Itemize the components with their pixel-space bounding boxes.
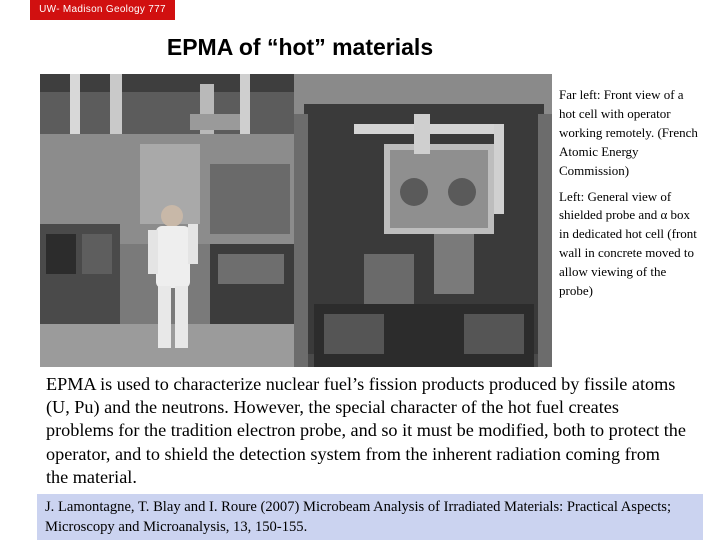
shielded-probe-image <box>294 74 552 367</box>
shielded-probe-photo <box>294 74 552 367</box>
citation-text: J. Lamontagne, T. Blay and I. Roure (2007) Microbeam Analysis of Irradiated Materials: Practical Aspects; Microscopy and Microanalysis, 13, 150-155. <box>45 499 672 535</box>
hot-cell-operator-image <box>40 74 294 367</box>
photo-captions <box>559 86 699 308</box>
body-paragraph: EPMA is used to characterize nuclear fuel’s fission products produced by fissile atoms (U, Pu) and the neutrons. However, the special character of the hot fuel creates problems for the tradition electron probe, and so it must be modified, both to protect the operator, and to shield the detection system from the inherent radiation coming from the material. <box>46 374 686 487</box>
caption-left: Left: General view of shielded probe and α box in dedicated hot cell (front wall in concrete moved to allow viewing of the probe) <box>559 188 697 299</box>
citation-box <box>37 494 703 540</box>
hot-cell-operator-photo <box>40 74 294 367</box>
course-badge: UW- Madison Geology 777 <box>30 0 175 20</box>
slide-title: EPMA of “hot” materials <box>166 34 434 60</box>
caption-far-left: Far left: Front view of a hot cell with operator working remotely. (French Atomic Energy Commission) <box>559 87 698 178</box>
